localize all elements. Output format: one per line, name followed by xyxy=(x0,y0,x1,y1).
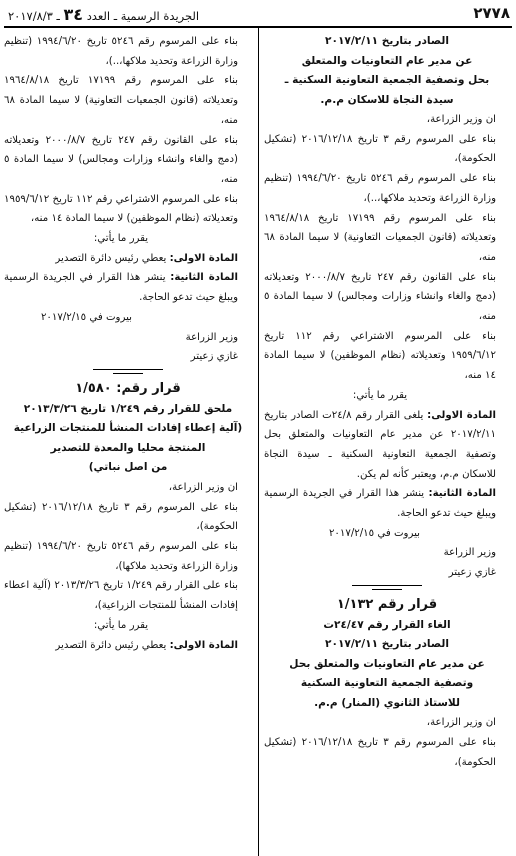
decision-heading-line: من اصل نباتي) xyxy=(88,461,168,474)
article-label: المادة الاولى: xyxy=(169,252,238,264)
paragraph: ان وزير الزراعة، xyxy=(168,481,238,493)
paragraph: بناء على المرسوم الاشتراعي رقم ١١٢ تاريخ ١٩٥٩/٦/١٢ وتعديلاته (نظام الموظفين) لا سيما المادة ١٤ منه، xyxy=(4,193,238,225)
article-label: المادة الثانية: xyxy=(170,272,238,284)
signer-name: غازي زعيتر xyxy=(448,567,496,579)
signer-name: غازي زعيتر xyxy=(190,351,238,363)
paragraph: بناء على المرسوم الاشتراعي رقم ١١٢ تاريخ ١٩٥٩/٦/١٢ وتعديلاته (نظام الموظفين) لا سيما المادة ١٤ منه، xyxy=(264,330,496,382)
section-separator xyxy=(352,585,422,592)
decides-line: يقرر ما يأتي: xyxy=(93,233,149,245)
paragraph: ان وزير الزراعة، xyxy=(426,114,496,125)
paragraph: بناء على المرسوم رقم ٥٢٤٦ تاريخ ١٩٩٤/٦/٢٠ (تنظيم وزارة الزراعة وتحديد ملاكها،..)، xyxy=(4,36,238,67)
column-divider xyxy=(258,28,259,856)
article-1 xyxy=(4,636,252,656)
section-separator xyxy=(93,369,163,376)
issue-date: ـ ٢٠١٧/٨/٣ xyxy=(8,9,60,23)
paragraph: بناء على المرسوم رقم ٥٢٤٦ تاريخ ١٩٩٤/٦/٢٠ (تنظيم وزارة الزراعة وتحديد ملاكها،..)، xyxy=(264,173,496,204)
article-2 xyxy=(264,484,510,523)
decision-heading-line: وتصفية الجمعية التعاونية السكنية xyxy=(300,677,474,690)
page-header xyxy=(0,0,516,26)
gazette-title-line xyxy=(8,5,199,24)
article-text: يعطي رئيس دائرة التصدير xyxy=(55,252,170,264)
article-1 xyxy=(4,249,252,269)
page-number: ٢٧٧٨ xyxy=(473,4,510,22)
decides-line: يقرر ما يأتي: xyxy=(352,389,408,401)
article-text: يعطي رئيس دائرة التصدير xyxy=(55,639,170,651)
paragraph: بناء على المرسوم رقم ٣ تاريخ ٢٠١٦/١٢/١٨ (تشكيل الحكومة)، xyxy=(264,133,497,165)
left-column xyxy=(4,32,252,655)
signer-title: وزير الزراعة xyxy=(185,331,238,343)
decision-heading-line: عن مدير عام التعاونيات والمتعلق بحل xyxy=(289,657,485,670)
decides-line: يقرر ما يأتي: xyxy=(93,619,149,631)
article-text: ينشر هذا القرار في الجريدة الرسمية ويبلغ حيث تدعو الحاجة. xyxy=(4,272,238,304)
article-label: المادة الاولى: xyxy=(169,639,238,651)
article-label: المادة الثانية: xyxy=(428,488,496,500)
decision-heading-line: سيدة النجاة للاسكان م.م. xyxy=(320,93,454,106)
decision-number: قرار رقم ١/١٣٢ xyxy=(336,596,438,612)
decision-heading-line: المنتجة محليا والمعدة للتصدير xyxy=(50,441,206,454)
paragraph: بناء على القانون رقم ٢٤٧ تاريخ ٢٠٠٠/٨/٧ وتعديلاته (دمج والغاء وانشاء وزارات ومجالس) لا سيما المادة ٥ منه، xyxy=(4,134,238,185)
gazette-title: الجريدة الرسمية ـ العدد xyxy=(86,9,200,23)
decision-heading-line: عن مدير عام التعاونيات والمتعلق xyxy=(301,54,473,67)
decision-heading-line: الصادر بتاريخ ٢٠١٧/٢/١١ xyxy=(325,638,449,651)
issue-number: ٣٤ xyxy=(63,5,84,24)
paragraph: بناء على المرسوم رقم ١٧١٩٩ تاريخ ١٩٦٤/٨/١٨ وتعديلاته (قانون الجمعيات التعاونية) لا سيما المادة ٦٨ منه، xyxy=(264,212,496,263)
decision-heading-line: ملحق للقرار رقم ١/٢٤٩ تاريخ ٢٠١٣/٣/٢٦ xyxy=(23,402,233,415)
paragraph: بناء على المرسوم رقم ٣ تاريخ ٢٠١٦/١٢/١٨ (تشكيل الحكومة)، xyxy=(4,501,238,533)
decision-heading-line: الصادر بتاريخ ٢٠١٧/٢/١١ xyxy=(325,35,449,47)
paragraph: بناء على المرسوم رقم ٣ تاريخ ٢٠١٦/١٢/١٨ (تشكيل الحكومة)، xyxy=(264,737,497,768)
decision-heading-line: (آلية إعطاء إفادات المنشأ للمنتجات الزراعية xyxy=(13,422,243,435)
decision-heading-line: بحل وتصفية الجمعية التعاونية السكنية ـ xyxy=(284,74,490,86)
article-2 xyxy=(4,268,252,307)
article-label: المادة الاولى: xyxy=(427,409,496,421)
article-text: ينشر هذا القرار في الجريدة الرسمية ويبلغ حيث تدعو الحاجة. xyxy=(264,488,496,520)
paragraph: ان وزير الزراعة، xyxy=(426,717,496,729)
signer-title: وزير الزراعة xyxy=(443,547,496,559)
place-date: بيروت في ٢٠١٧/٢/١٥ xyxy=(328,527,420,539)
place-date: بيروت في ٢٠١٧/٢/١٥ xyxy=(40,311,132,323)
paragraph: بناء على المرسوم رقم ١٧١٩٩ تاريخ ١٩٦٤/٨/١٨ وتعديلاته (قانون الجمعيات التعاونية) لا سيما المادة ٦٨ منه، xyxy=(4,75,238,126)
decision-number: قرار رقم: ١/٥٨٠ xyxy=(75,380,181,396)
paragraph: بناء على القرار رقم ١/٢٤٩ تاريخ ٢٠١٣/٣/٢٦ (آلية اعطاء إفادات المنشأ للمنتجات الزراعية)، xyxy=(4,580,238,612)
article-text: يلغى القرار رقم ٢٤/٨ت الصادر بتاريخ ٢٠١٧/٢/١١ عن مدير عام التعاونيات والمتعلق بحل وتصفية الجمعية التعاونية السكنية ـ سيدة النجاة للاسكان م.م، ويعتبر كأنه لم يكن. xyxy=(264,409,496,480)
paragraph: بناء على المرسوم رقم ٥٢٤٦ تاريخ ١٩٩٤/٦/٢٠ (تنظيم وزارة الزراعة وتحديد ملاكها)، xyxy=(4,541,238,572)
right-column xyxy=(264,32,510,772)
article-1 xyxy=(264,406,510,485)
paragraph: بناء على القانون رقم ٢٤٧ تاريخ ٢٠٠٠/٨/٧ وتعديلاته (دمج والغاء وانشاء وزارات ومجالس) لا سيما المادة ٥ منه، xyxy=(264,271,497,323)
decision-heading-line: للاستاذ الثانوي (المنار) م.م. xyxy=(314,696,460,709)
decision-heading-line: الغاء القرار رقم ٢٤/٤٧ت xyxy=(323,618,451,631)
